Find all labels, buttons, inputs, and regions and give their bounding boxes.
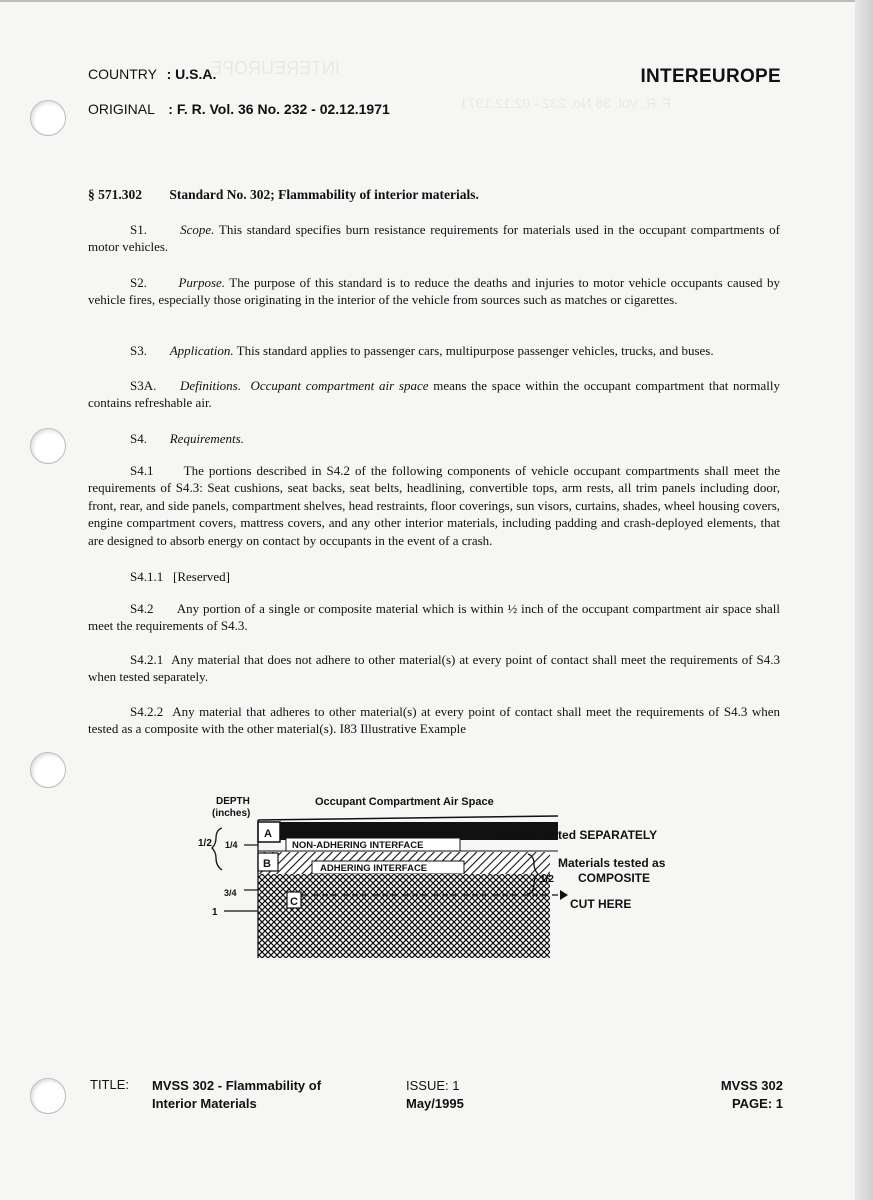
para-text: The portions described in S4.2 of the following components of vehicle occupant compartments shall meet the requirements of S4.3: Seat cushions, seat backs, seat belts, headlining, convertible tops, arm rests, all trim panels including door, front, rear, and side panels, compartment shelves, head restraints, floor coverings, sun visors, curtains, shades, wheel housing covers, engine compartment covers, mattress covers, and any other interior materials, including padding and crash-deployed elements, that are designed to absorb energy on contact by occupants in the event of a crash.	[88, 463, 780, 548]
depth-quarter-label: 1/4	[225, 840, 238, 850]
para-heading: Scope.	[180, 222, 215, 237]
country-line	[88, 66, 216, 82]
para-text: Any material that adheres to other material(s) at every point of contact shall meet the requirements of S4.3 when tested as a composite with the other material(s). I83 Illustrative Example	[88, 704, 780, 737]
composite-half-label: 1/2	[540, 874, 554, 885]
footer-title-line2: Interior Materials	[152, 1096, 257, 1111]
standard-title: Standard No. 302; Flammability of interior materials.	[169, 187, 479, 202]
paragraph-s4-1-1	[88, 568, 780, 585]
depth-three-quarter-label: 3/4	[224, 888, 237, 898]
paragraph-s2	[88, 274, 780, 309]
footer-issue	[406, 1077, 464, 1113]
para-text: means the space within the occupant compartment that normally contains refreshable air.	[88, 378, 780, 411]
paragraph-s4-2-1	[88, 651, 780, 686]
paragraph-s4-2-2	[88, 703, 780, 738]
illustrative-example-figure	[190, 790, 690, 970]
para-term: Occupant compartment air space	[250, 378, 429, 393]
para-num: S4.1.1	[130, 569, 164, 584]
depth-label: DEPTH	[216, 796, 250, 807]
standard-title-line	[88, 186, 780, 203]
section-number: § 571.302	[88, 187, 142, 202]
footer-code	[721, 1077, 783, 1113]
para-num: S2.	[130, 275, 147, 290]
footer-title	[152, 1077, 321, 1113]
para-num: S4.2.1	[130, 652, 164, 667]
adhering-label: ADHERING INTERFACE	[320, 863, 428, 874]
para-text: This standard applies to passenger cars, multipurpose passenger vehicles, trucks, and buses.	[233, 343, 714, 358]
air-space-label: Occupant Compartment Air Space	[315, 796, 494, 808]
para-heading: Purpose.	[178, 275, 226, 290]
depth-half-label: 1/2	[198, 838, 212, 849]
layer-c-band	[258, 874, 550, 958]
para-heading: Application.	[169, 343, 234, 358]
tested-separately-label: Material tested SEPARATELY	[492, 828, 658, 842]
para-num: S3.	[130, 343, 147, 358]
para-heading: Requirements.	[169, 431, 244, 446]
layer-a-label: A	[264, 828, 272, 840]
cut-arrow-icon	[560, 890, 568, 900]
paragraph-s4-2	[88, 600, 780, 635]
depth-units-label: (inches)	[212, 808, 251, 819]
tested-composite-label-1: Materials tested as	[558, 856, 666, 870]
binder-hole	[30, 1078, 66, 1114]
footer-title-line1: MVSS 302 - Flammability of	[152, 1078, 322, 1093]
cut-here-label: CUT HERE	[570, 897, 632, 911]
tested-composite-label-2: COMPOSITE	[578, 871, 651, 885]
footer-issue-number: ISSUE: 1	[406, 1078, 460, 1093]
original-label: ORIGINAL	[88, 101, 155, 117]
page-top-edge	[0, 0, 873, 2]
paragraph-s1	[88, 221, 780, 256]
para-num: S4.1	[130, 463, 154, 478]
brand-name: INTEREUROPE	[640, 66, 781, 87]
paragraph-s3	[88, 342, 780, 359]
original-line	[88, 101, 390, 117]
para-text: This standard specifies burn resistance requirements for materials used in the occupant compartments of motor vehicles.	[88, 222, 780, 255]
para-text: Any material that does not adhere to other material(s) at every point of contact shall meet the requirements of S4.3 when tested separately.	[88, 652, 781, 685]
paragraph-s4-1	[88, 462, 780, 549]
paragraph-s4	[88, 430, 780, 447]
binder-hole	[30, 428, 66, 464]
para-text: [Reserved]	[172, 569, 231, 584]
air-space-line	[258, 816, 558, 820]
country-label: COUNTRY	[88, 66, 157, 82]
para-num: S4.2	[130, 601, 154, 616]
para-num: S4.	[130, 431, 147, 446]
non-adhering-label: NON-ADHERING INTERFACE	[292, 840, 424, 851]
page-right-edge	[855, 0, 873, 1200]
footer-issue-date: May/1995	[406, 1096, 464, 1111]
footer-title-label: TITLE:	[90, 1077, 130, 1092]
para-heading: Definitions.	[179, 378, 241, 393]
country-value: : U.S.A.	[166, 66, 217, 82]
original-value: : F. R. Vol. 36 No. 232 - 02.12.1971	[168, 101, 390, 117]
para-num: S1.	[130, 222, 147, 237]
bleed-through: F. R. Vol. 36 No. 232 - 02.12.1971	[460, 95, 671, 111]
para-num: S4.2.2	[130, 704, 164, 719]
depth-brace	[212, 828, 222, 870]
binder-hole	[30, 752, 66, 788]
layer-b-label: B	[263, 858, 271, 870]
binder-hole	[30, 100, 66, 136]
footer-page-number: PAGE: 1	[731, 1096, 783, 1111]
para-text: Any portion of a single or composite material which is within ½ inch of the occupant compartment air space shall meet the requirements of S4.3.	[88, 601, 781, 634]
bleed-through: INTEREUROPE	[210, 58, 341, 78]
para-num: S3A.	[130, 378, 157, 393]
footer-standard-code: MVSS 302	[720, 1078, 783, 1093]
layer-c-label: C	[290, 896, 298, 908]
depth-one-label: 1	[212, 907, 218, 918]
paragraph-s3a	[88, 377, 780, 412]
para-text: The purpose of this standard is to reduce the deaths and injuries to motor vehicle occupants caused by vehicle fires, especially those originating in the interior of the vehicle from sources such as matches or cigarettes.	[88, 275, 780, 308]
